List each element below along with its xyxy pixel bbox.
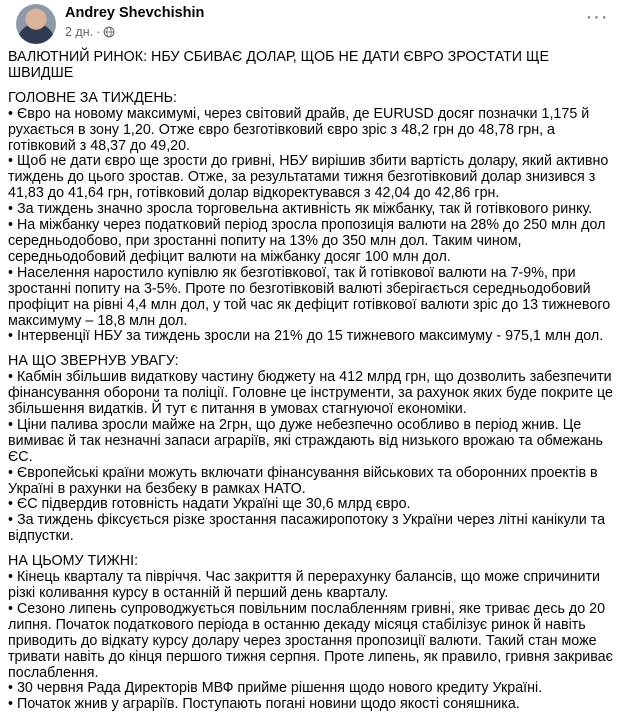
post-meta — [65, 25, 115, 39]
list-item: • Ціни палива зросли майже на 2грн, що дуже небезпечно особливо в період жнив. Це вимиває й так незначні запаси аграріїв, які страждають від низького врожаю та обмежань ЄС. — [8, 416, 604, 465]
list-item: • Кабмін збільшив видаткову частину бюджету на 412 млрд грн, що дозволить забезпечити фінансування оборони та поліції. Головне це інструменти, за рахунок яких буде покрите це збільшення видатків. Й тут є питання в умовах стагнуючої економіки. — [8, 369, 613, 418]
section-heading: НА ЩО ЗВЕРНУВ УВАГУ: — [8, 353, 179, 370]
list-item: • За тиждень значно зросла торговельна активність як міжбанку, так й готівкового ринку. — [8, 201, 593, 218]
meta-separator: · — [96, 25, 101, 39]
list-item: • ЄС підвердив готовність надати Україні ще 30,6 млрд євро. — [8, 496, 411, 513]
post-body — [8, 50, 616, 713]
list-item: • За тиждень фіксується різке зростання пасажиропотоку з України через літні канікули та відпустки. — [8, 512, 606, 545]
list-item: • Населення наростило купівлю як безготівкової, так й готівкової валюти на 7-9%, при зростанні попиту на 3-5%. Проте по безготівковій валюті зберігається середньодобовий профіцит на рівні 4,4 млн дол, у той час як дефіцит готівкової валюти зріс до 13 тижневого максимуму – 18,8 млн дол. — [8, 264, 611, 329]
list-item: • 30 червня Рада Директорів МВФ прийме рішення щодо нового кредиту Україні. — [8, 680, 543, 697]
list-item: • Інтервенції НБУ за тиждень зросли на 21% до 15 тижневого максимуму - 975,1 млн дол. — [8, 328, 604, 345]
author-name[interactable]: Andrey Shevchishin — [65, 5, 205, 21]
list-item: • Європейські країни можуть включати фінансування військових та оборонних проектів в Україні в рахунки на безбеку в рамках НАТО. — [8, 464, 598, 497]
post-header — [8, 0, 616, 46]
list-item: • Щоб не дати євро ще зрости до гривні, НБУ вирішив збити вартість долару, який активно тиждень до цього зростав. Отже, за результатами тижня безготівковий долар знизився з 41,83 до 41,64 грн, готівковий долар відкоректувався з 42,04 до 42,86 грн. — [8, 153, 609, 202]
globe-icon[interactable] — [103, 26, 115, 38]
list-item: • Кінець кварталу та півріччя. Час закриття й перерахунку балансів, що може спричинити різкі коливання курсу в останній й перший день кварталу. — [8, 569, 601, 601]
section-heading: ГОЛОВНЕ ЗА ТИЖДЕНЬ: — [8, 89, 178, 106]
list-item: • Сезоно липень супроводжується повільним послабленням гривні, яке триває десь до 20 липня. Початок податкового періода в останню декаду місяця стабілізує ринок й навіть приводить до відкату курсу долару через зростання пропозиції валюти. Такий стан може тривати навіть до кінця першого тижня серпня. Проте липень, як правило, гривня закриває послаблення. — [8, 600, 613, 681]
list-item: • На міжбанку через податковий період зросла пропозиція валюти на 28% до 250 млн дол середньодобово, при зростанні попиту на 13% до 350 млн дол. Таким чином, середньодобовий дефіцит валюти на міжбанку досяг 100 млн дол. — [8, 217, 606, 265]
section-heading: НА ЦЬОМУ ТИЖНІ: — [8, 553, 139, 570]
list-item: • Євро на новому максимумі, через світовий драйв, де EURUSD досяг позначки 1,175 й рухається в зону 1,20. Отже євро безготівковий євро зріс з 48,2 грн до 48,78 грн, а готівковий з 48,37 до 49,20. — [8, 105, 590, 154]
avatar[interactable] — [16, 4, 56, 44]
post-title: ВАЛЮТНИЙ РИНОК: НБУ СБИВАЄ ДОЛАР, ЩОБ НЕ ДАТИ ЄВРО ЗРОСТАТИ ЩЕ ШВИДШЕ — [8, 49, 549, 81]
list-item: • Початок жнив у аграріїв. Поступають погані новини щодо якості соняшника. — [8, 696, 520, 713]
post-time[interactable]: 2 дн. — [65, 25, 94, 39]
more-options-icon[interactable]: ··· — [585, 6, 609, 28]
